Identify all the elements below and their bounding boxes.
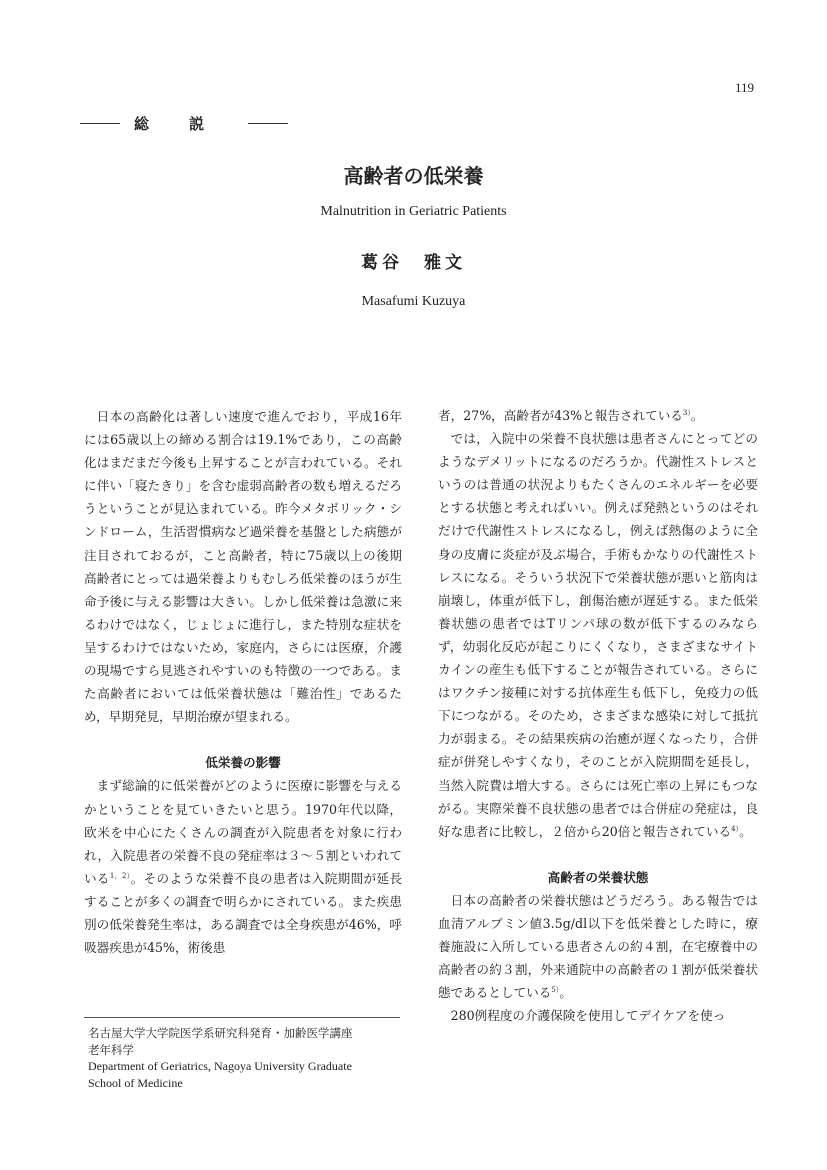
effects-text-b: 。そのような栄養不良の患者は入院期間が延長することが多くの調査で明らかにされている。また疾患別の低栄養発生率は，ある調査では全身疾患が46%，呼吸器疾患が45%，術後患 [84, 870, 402, 956]
continued-text-end: 。 [690, 408, 704, 423]
page-number: 119 [735, 80, 755, 95]
demerit-paragraph [438, 427, 758, 843]
right-column [438, 404, 758, 1027]
author-name-japanese: 葛谷 雅文 [361, 253, 466, 273]
effects-text-a: まず総論的に低栄養がどのように医療に影響を与えるかということを見ていきたいと思う。1970年代以降，欧米を中心にたくさんの調査が入院患者を対象に行われ，入院患者の栄養不良の発症率は３～５割といわれている [84, 778, 402, 886]
author-name-english: Masafumi Kuzuya [361, 294, 466, 309]
demerit-text-end: 。 [739, 823, 752, 839]
reference-3: 3） [682, 408, 691, 417]
reference-4: 4） [731, 824, 740, 833]
elderly-nutrition-text-end: 。 [559, 985, 572, 1001]
daycare-paragraph: 280例程度の介護保険を使用してデイケアを使っ [450, 1008, 726, 1024]
affiliation-en-line1: Department of Geriatrics, Nagoya University Graduate [88, 1059, 352, 1073]
elderly-nutrition-paragraph [438, 889, 758, 1004]
heading-elderly-nutrition: 高齢者の栄養状態 [547, 869, 649, 885]
heading-effects-of-malnutrition: 低栄養の影響 [205, 755, 281, 771]
article-title-japanese: 高齢者の低栄養 [343, 164, 484, 188]
left-column [84, 405, 402, 959]
section-label [80, 113, 288, 134]
demerit-text: では，入院中の栄養不良状態は患者さんにとってどのようなデメリットになるのだろうか。代謝性ストレスというのは普通の状況よりもたくさんのエネルギーを必要とする状態と考えればいい。例えば発熱というのはそれだけで代謝性ストレスになるし，例えば熱傷のように全身の皮膚に炎症が及ぶ場合，手術もかなりの代謝性ストレスになる。そういう状況下で栄養状態が悪いと筋肉は崩壊し，体重が低下し，創傷治癒が遅延する。また低栄養状態の患者ではTリンパ球の数が低下するのみならず，幼弱化反応が起こりにくくなり，さまざまなサイトカインの産生も低下することが報告されている。さらにはワクチン接種に対する抗体産生も低下し，免疫力の低下につながる。そのため，さまざまな感染に対して抵抗力が弱まる。その結果疾病の治癒が遅くなったり，合併症が併発しやすくなり，そのことが入院期間を延長し，当然入院費は増大する。さらには死亡率の上昇にもつながる。実際栄養不良状態の患者では合併症の発症は，良好な患者に比較し，２倍から20倍と報告されている [438, 431, 758, 839]
section-label-text: 総説 [134, 115, 245, 133]
affiliation-en-line2: School of Medicine [88, 1075, 183, 1090]
intro-paragraph: 日本の高齢化は著しい速度で進んでおり，平成16年には65歳以上の締める割合は19.1%であり，この高齢化はまだまだ今後も上昇することが言われている。それに伴い「寝たきり」を含む虚弱高齢者の数も増えるだろうということが見込まれている。昨今メタボリック・シンドローム，生活習慣病など過栄養を基盤とした病態が注目されておるが，こと高齢者，特に75歳以上の後期高齢者にとっては過栄養よりもむしろ低栄養のほうが生命予後に与える影響は大きい。しかし低栄養は急激に来るわけではなく，じょじょに進行し，また特別な症状を呈するわけではないため，家庭内，さらには医療，介護の現場ですら見逃されやすいのも特徴の一つである。また高齢者においては低栄養状態は「難治性」であるため，早期発見，早期治療が望まれる。 [84, 409, 402, 725]
author-affiliation-footnote [88, 1025, 408, 1091]
section-rule-left [80, 123, 120, 124]
effects-paragraph [84, 774, 402, 959]
footnote-divider [84, 1017, 400, 1018]
section-rule-right [248, 123, 288, 124]
article-title-english: Malnutrition in Geriatric Patients [320, 204, 507, 219]
continued-text: 者，27%，高齢者が43%と報告されている [438, 408, 683, 423]
reference-5: 5） [551, 986, 560, 995]
reference-1-2: 1，2） [109, 871, 131, 880]
affiliation-ja-line1: 名古屋大学大学院医学系研究科発育・加齢医学講座 [88, 1026, 353, 1040]
continued-paragraph [438, 404, 758, 427]
affiliation-ja-line2: 老年科学 [88, 1042, 134, 1057]
elderly-nutrition-text: 日本の高齢者の栄養状態はどうだろう。ある報告では血清アルブミン値3.5g/dl以下を低栄養とした時に，療養施設に入所している患者さんの約４割，在宅療養中の高齢者の約３割，外来通院中の高齢者の１割が低栄養状態であるとしている [438, 892, 758, 1001]
